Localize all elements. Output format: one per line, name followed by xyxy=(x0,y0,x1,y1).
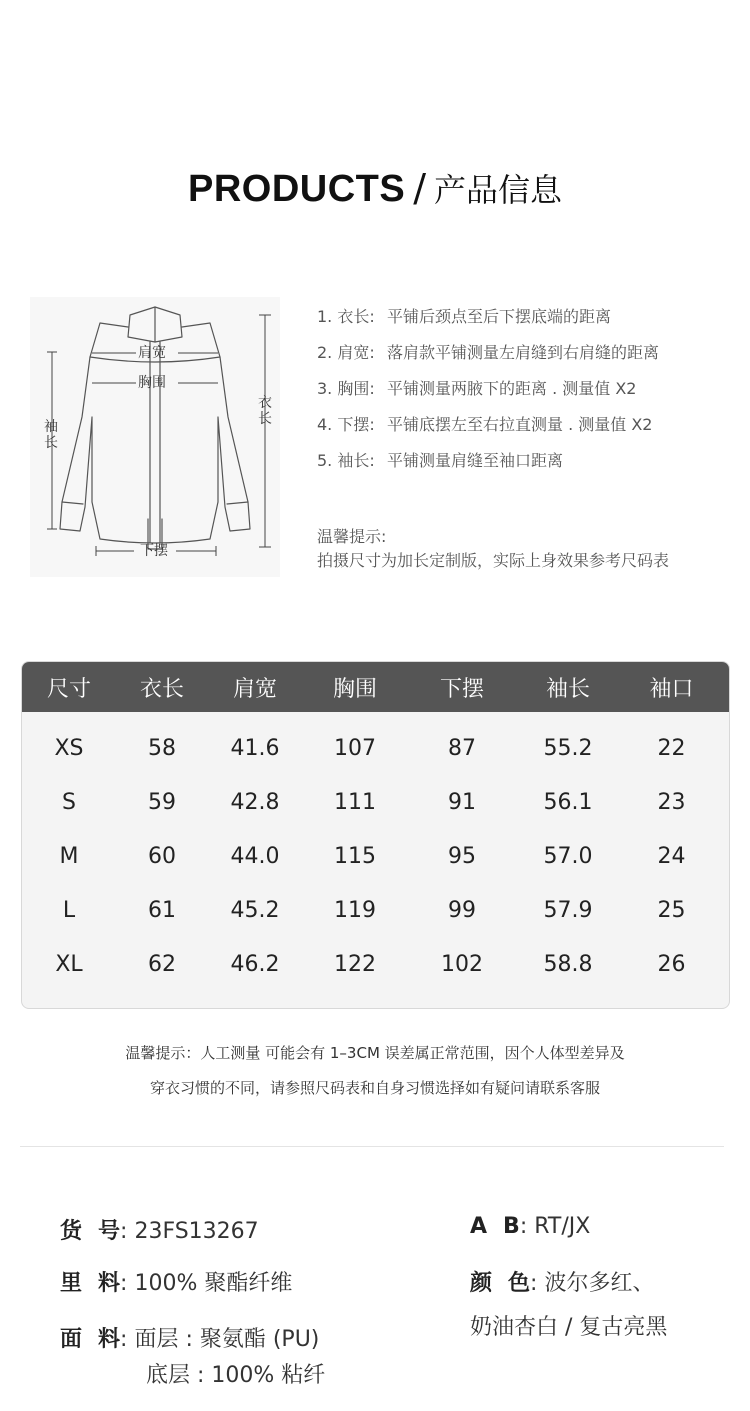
table-cell: 57.0 xyxy=(543,843,593,869)
table-cell: 23 xyxy=(657,789,686,815)
table-cell: 58 xyxy=(148,735,176,761)
measurement-item: 5. 袖长: 平铺测量肩缝至袖口距离 xyxy=(317,451,564,470)
column-header: 肩宽 xyxy=(232,676,277,702)
table-cell: L xyxy=(62,897,76,923)
table-cell: 95 xyxy=(448,843,476,869)
info-sku: 货 号: 23FS13267 xyxy=(60,1219,259,1244)
table-cell: 26 xyxy=(657,951,686,977)
table-cell: 87 xyxy=(448,735,476,761)
table-cell: 115 xyxy=(334,843,376,869)
measurement-guide xyxy=(317,305,737,485)
page-title xyxy=(0,165,750,211)
table-cell: 25 xyxy=(657,897,686,923)
column-header: 袖长 xyxy=(545,676,590,702)
table-cell: 57.9 xyxy=(543,897,593,923)
shirt-outline-icon xyxy=(30,297,280,577)
table-cell: 111 xyxy=(334,789,376,815)
info-color: 颜 色: 波尔多红、 xyxy=(470,1271,655,1296)
table-row xyxy=(22,883,729,937)
sku-value: 23FS13267 xyxy=(134,1219,259,1244)
table-row xyxy=(22,721,729,775)
table-cell: 55.2 xyxy=(543,735,593,761)
table-row xyxy=(22,829,729,883)
size-table-header xyxy=(22,662,729,712)
column-header: 袖口 xyxy=(649,676,694,702)
table-cell: 60 xyxy=(148,843,176,869)
table-cell: 46.2 xyxy=(230,951,280,977)
measurement-item: 1. 衣长: 平铺后颈点至后下摆底端的距离 xyxy=(317,307,612,326)
fabric-value-2: 底层 : 100% 粘纤 xyxy=(146,1363,326,1388)
table-cell: 56.1 xyxy=(543,789,593,815)
title-en: PRODUCTS xyxy=(187,168,406,210)
diagram-label-hem: 下摆 xyxy=(140,543,168,559)
table-cell: 24 xyxy=(657,843,686,869)
table-cell: 62 xyxy=(148,951,176,977)
table-row xyxy=(22,937,729,991)
tip-text: 拍摄尺寸为加长定制版，实际上身效果参考尺码表 xyxy=(317,551,670,570)
notice-line-2: 穿衣习惯的不同，请参照尺码表和自身习惯选择如有疑问请联系客服 xyxy=(149,1079,600,1097)
diagram-label-sleeve: 袖 长 xyxy=(44,419,58,451)
table-cell: 45.2 xyxy=(230,897,280,923)
table-cell: 122 xyxy=(334,951,376,977)
tip-title: 温馨提示: xyxy=(317,527,387,546)
ab-value: RT/JX xyxy=(534,1214,591,1239)
column-header: 下摆 xyxy=(439,676,484,702)
table-cell: XL xyxy=(55,951,83,977)
column-header: 胸围 xyxy=(332,676,377,702)
title-separator: / xyxy=(413,166,427,210)
table-cell: M xyxy=(59,843,79,869)
table-cell: 42.8 xyxy=(230,789,280,815)
table-cell: 99 xyxy=(448,897,476,923)
table-cell: XS xyxy=(54,735,84,761)
table-row xyxy=(22,775,729,829)
info-ab: A B: RT/JX xyxy=(470,1214,591,1239)
table-cell: 58.8 xyxy=(543,951,593,977)
info-lining: 里 料: 100% 聚酯纤维 xyxy=(60,1271,293,1296)
table-cell: 22 xyxy=(657,735,686,761)
color-value-2: 奶油杏白 / 复古亮黑 xyxy=(470,1315,668,1340)
column-header: 尺寸 xyxy=(46,676,91,702)
measurement-item: 3. 胸围: 平铺测量两腋下的距离 . 测量值 X2 xyxy=(317,379,637,398)
fabric-value: 面层 : 聚氨酯 (PU) xyxy=(134,1327,320,1352)
title-zh: 产品信息 xyxy=(434,171,563,209)
shirt-diagram xyxy=(30,297,280,577)
table-cell: 102 xyxy=(441,951,483,977)
divider xyxy=(20,1146,724,1147)
table-cell: S xyxy=(62,789,76,815)
diagram-label-length: 衣 长 xyxy=(258,395,272,427)
column-header: 衣长 xyxy=(139,676,184,702)
table-cell: 41.6 xyxy=(230,735,280,761)
table-cell: 91 xyxy=(448,789,476,815)
size-table xyxy=(21,661,730,1009)
table-cell: 107 xyxy=(334,735,376,761)
table-cell: 61 xyxy=(148,897,176,923)
lining-value: 100% 聚酯纤维 xyxy=(134,1271,293,1296)
table-cell: 59 xyxy=(148,789,176,815)
measurement-item: 2. 肩宽: 落肩款平铺测量左肩缝到右肩缝的距离 xyxy=(317,343,660,362)
diagram-label-chest: 胸围 xyxy=(138,375,166,391)
measurement-item: 4. 下摆: 平铺底摆左至右拉直测量 . 测量值 X2 xyxy=(317,415,653,434)
info-fabric: 面 料: 面层 : 聚氨酯 (PU) xyxy=(60,1327,320,1352)
tip xyxy=(317,525,669,573)
color-value: 波尔多红、 xyxy=(544,1271,655,1296)
table-cell: 44.0 xyxy=(230,843,280,869)
diagram-label-shoulder: 肩宽 xyxy=(138,345,166,361)
table-cell: 119 xyxy=(334,897,376,923)
notice-line-1: 温馨提示：人工测量 可能会有 1–3CM 误差属正常范围，因个人体型差异及 xyxy=(125,1044,625,1062)
